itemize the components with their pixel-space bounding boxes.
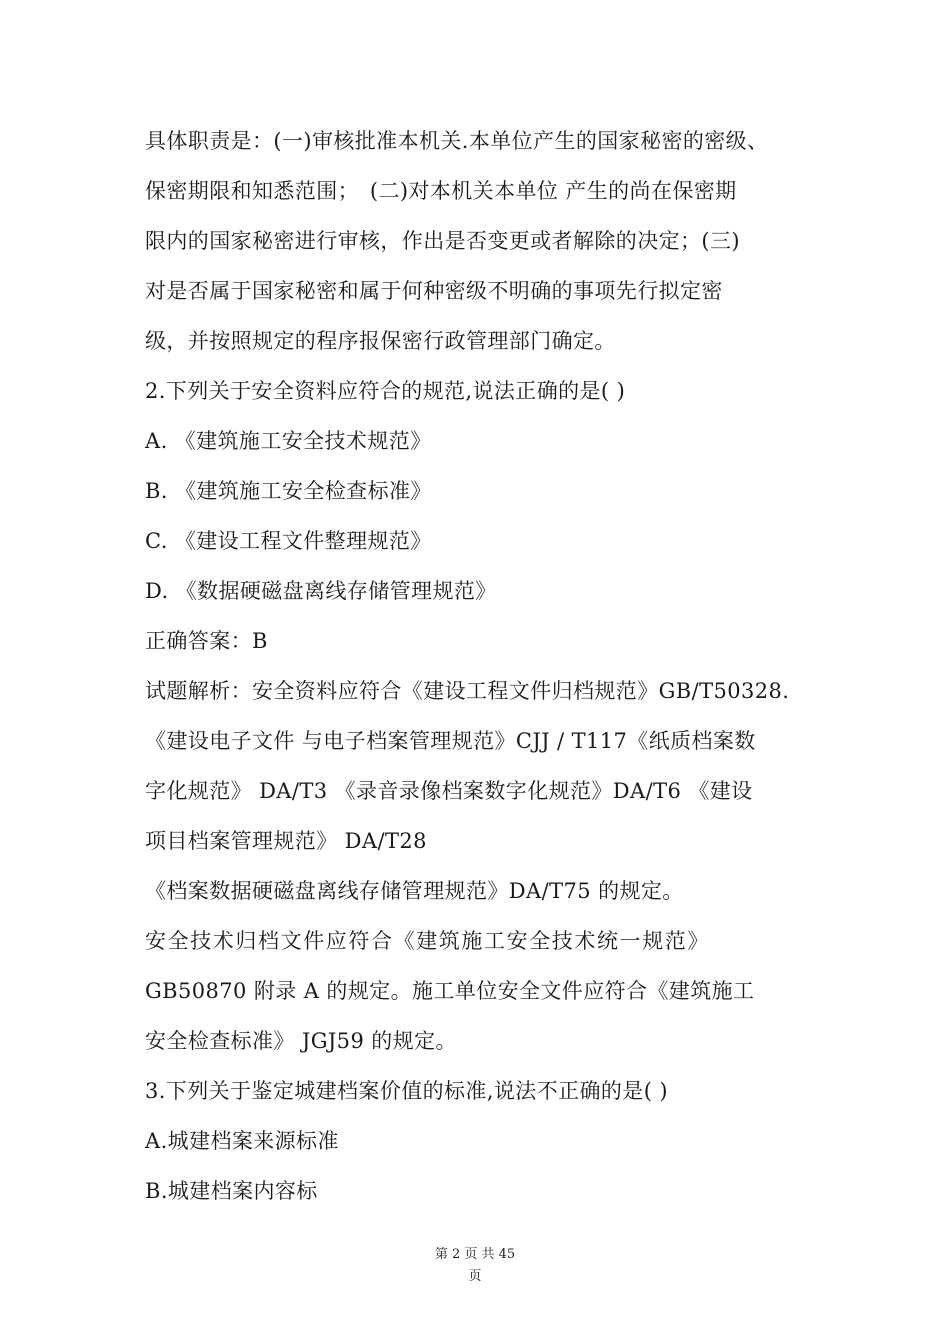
text-line: 具体职责是：(一)审核批准本机关.本单位产生的国家秘密的密级、 [145,129,769,153]
text-line: 安全检查标准》 JGJ59 的规定。 [145,1029,457,1053]
text-line: 保密期限和知悉范围； (二)对本机关本单位 产生的尚在保密期 [145,179,737,203]
page-footer [0,1244,950,1288]
question-3-stem: 3.下列关于鉴定城建档案价值的标准,说法不正确的是( ) [145,1079,668,1103]
document-body [145,116,810,1216]
question-2-stem: 2.下列关于安全资料应符合的规范,说法正确的是( ) [145,379,626,403]
text-line: GB50870 附录 A 的规定。施工单位安全文件应符合《建筑施工 [145,979,755,1003]
question-3-option-b: B.城建档案内容标 [145,1179,318,1203]
page-number: 第 2 页 共 45 [434,1247,516,1262]
question-2-option-b: B. 《建筑施工安全检查标准》 [145,479,432,503]
text-line: 级，并按照规定的程序报保密行政管理部门确定。 [145,329,616,353]
question-2-answer: 正确答案：B [145,629,268,653]
text-line: 安全技术归档文件应符合《建筑施工安全技术统一规范》 [145,929,710,953]
question-2-option-a: A. 《建筑施工安全技术规范》 [145,429,432,453]
text-line: 《档案数据硬磁盘离线存储管理规范》DA/T75 的规定。 [145,879,684,903]
page-number-suffix: 页 [468,1269,482,1284]
text-line: 字化规范》 DA/T3 《录音录像档案数字化规范》DA/T6 《建设 [145,779,753,803]
question-2-option-c: C. 《建设工程文件整理规范》 [145,529,432,553]
text-line: 对是否属于国家秘密和属于何种密级不明确的事项先行拟定密 [145,279,723,303]
text-line: 限内的国家秘密进行审核，作出是否变更或者解除的决定；(三) [145,229,740,253]
question-2-option-d: D. 《数据硬磁盘离线存储管理规范》 [145,579,497,603]
text-line: 项目档案管理规范》 DA/T28 [145,829,427,853]
question-3-option-a: A.城建档案来源标准 [145,1129,339,1153]
text-line: 《建设电子文件 与电子档案管理规范》CJJ / T117《纸质档案数 [145,729,756,753]
question-2-explanation: 试题解析：安全资料应符合《建设工程文件归档规范》GB/T50328. [145,679,790,703]
